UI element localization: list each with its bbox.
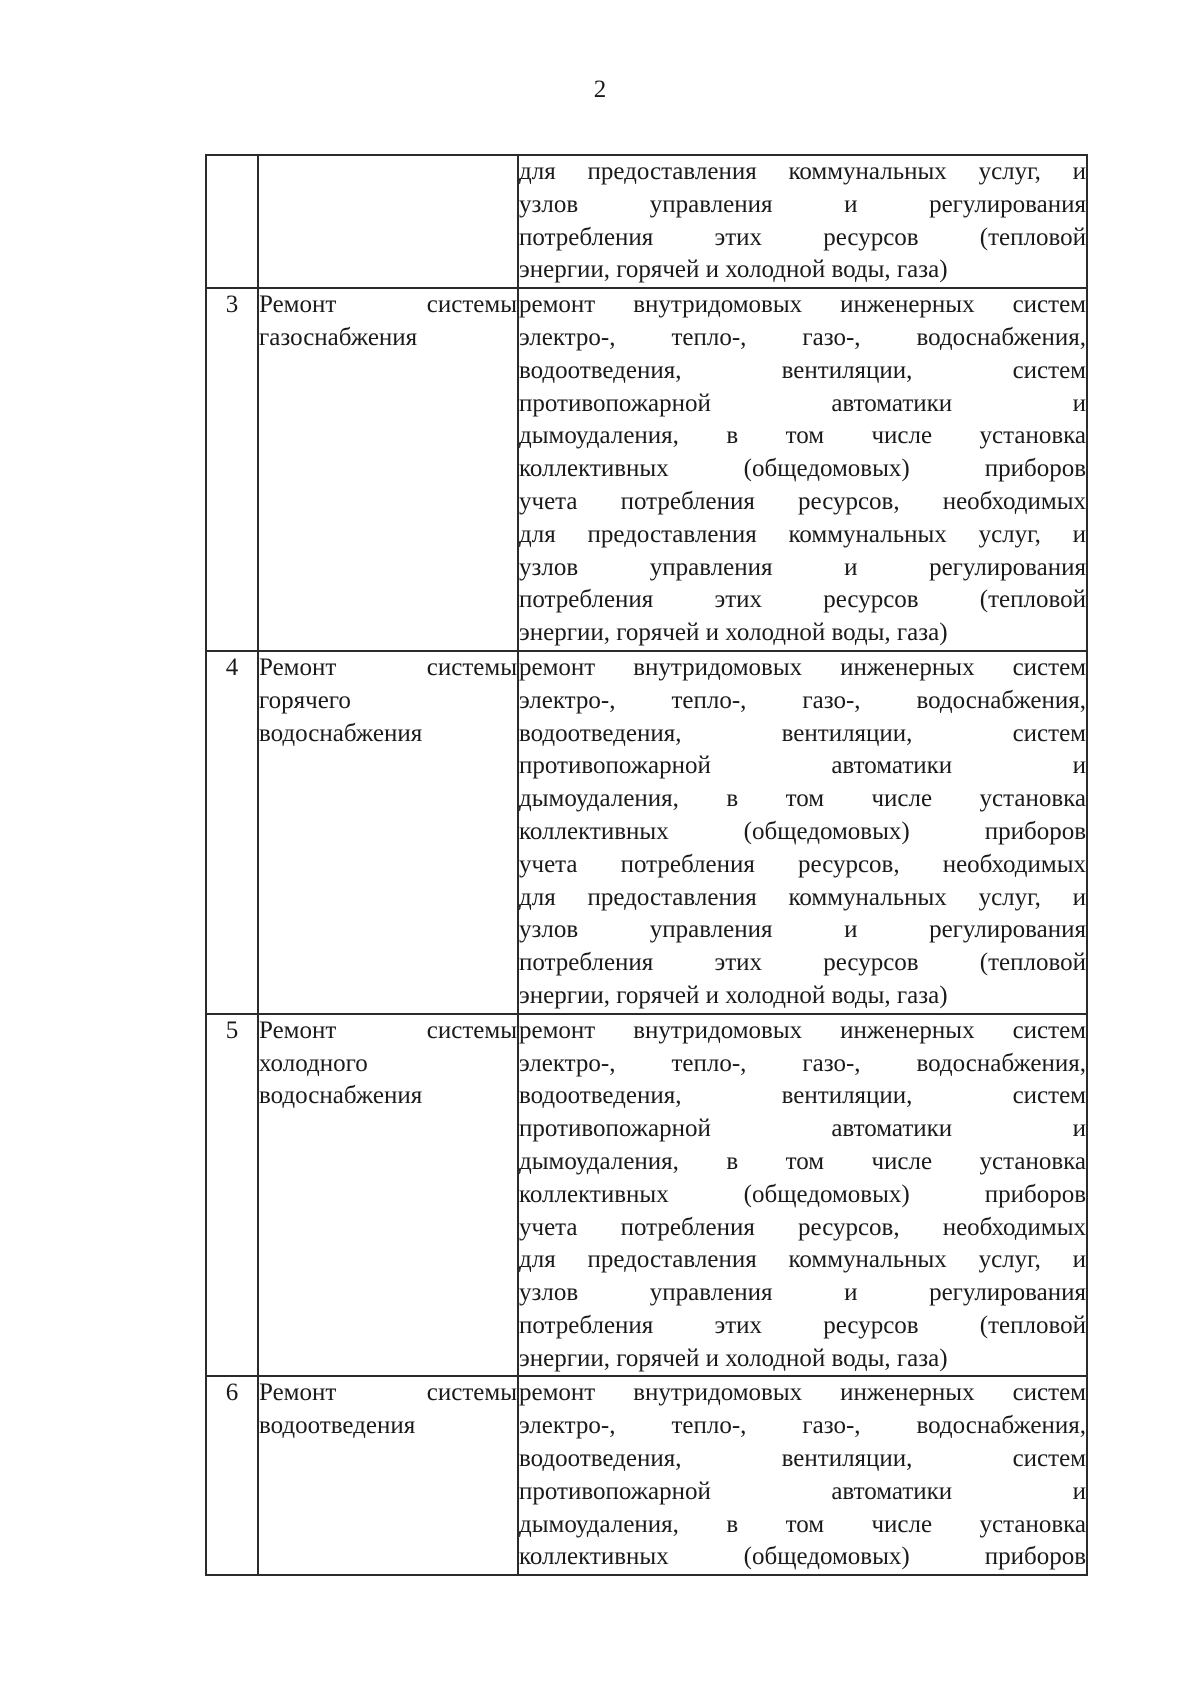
table-row xyxy=(206,155,1087,288)
work-description-line: энергии, горячей и холодной воды, газа) xyxy=(519,256,948,284)
work-description-line: потребления этих ресурсов (тепловой xyxy=(519,223,1086,251)
work-description-line: потребления этих ресурсов (тепловой xyxy=(519,949,1086,977)
row-number-cell: 6 xyxy=(206,1376,258,1575)
work-description-line: узлов управления и регулирования xyxy=(519,1279,1086,1307)
work-description-line: ремонт внутридомовых инженерных систем xyxy=(519,1379,1086,1407)
work-description-line: энергии, горячей и холодной воды, газа) xyxy=(519,619,948,647)
row-number-cell xyxy=(206,155,258,288)
work-description-line: для предоставления коммунальных услуг, и xyxy=(519,158,1086,185)
row-number-cell: 5 xyxy=(206,1014,258,1377)
work-name-line: Ремонт системы xyxy=(259,291,517,319)
work-description-line: противопожарной автоматики и xyxy=(519,389,1086,417)
works-table xyxy=(205,154,1088,1576)
work-description-cell xyxy=(518,1014,1087,1377)
work-description-line: узлов управления и регулирования xyxy=(519,916,1086,944)
work-description-line: ремонт внутридомовых инженерных систем xyxy=(519,653,1086,681)
work-description-line: противопожарной автоматики и xyxy=(519,1477,1086,1505)
work-name-cell xyxy=(258,288,518,651)
work-description-line: дымоудаления, в том числе установка xyxy=(519,785,1086,813)
work-description-cell xyxy=(518,1376,1087,1575)
work-description-line: потребления этих ресурсов (тепловой xyxy=(519,1311,1086,1339)
work-description-line: ремонт внутридомовых инженерных систем xyxy=(519,291,1086,319)
table-row xyxy=(206,288,1087,651)
work-description-line: коллективных (общедомовых) приборов xyxy=(519,1543,1086,1571)
work-description-cell xyxy=(518,651,1087,1014)
work-description-line: коллективных (общедомовых) приборов xyxy=(519,1180,1086,1208)
work-description-line: для предоставления коммунальных услуг, и xyxy=(519,1246,1086,1274)
work-description-line: учета потребления ресурсов, необходимых xyxy=(519,850,1086,878)
row-number-cell: 3 xyxy=(206,288,258,651)
work-description-line: дымоудаления, в том числе установка xyxy=(519,422,1086,450)
work-name-line: Ремонт системы xyxy=(259,653,517,681)
work-description-line: противопожарной автоматики и xyxy=(519,752,1086,780)
page-number: 2 xyxy=(593,76,607,103)
work-description-line: электро-, тепло-, газо-, водоснабжения, xyxy=(519,686,1086,714)
work-description-line: потребления этих ресурсов (тепловой xyxy=(519,586,1086,614)
work-description-line: водоотведения, вентиляции, систем xyxy=(519,1445,1086,1473)
work-name-line: Ремонт системы xyxy=(259,1016,517,1044)
work-name-line: водоснабжения xyxy=(259,1082,423,1110)
work-description-cell xyxy=(518,155,1087,288)
work-description-cell xyxy=(518,288,1087,651)
work-description-line: электро-, тепло-, газо-, водоснабжения, xyxy=(519,323,1086,351)
table-row xyxy=(206,651,1087,1014)
row-number-cell: 4 xyxy=(206,651,258,1014)
work-description-line: энергии, горячей и холодной воды, газа) xyxy=(519,1344,948,1372)
work-name-line: горячего xyxy=(259,686,351,714)
work-description-line: учета потребления ресурсов, необходимых xyxy=(519,487,1086,515)
work-name-line: водоотведения xyxy=(259,1412,416,1440)
work-name-cell xyxy=(258,1014,518,1377)
work-description-line: коллективных (общедомовых) приборов xyxy=(519,817,1086,845)
work-name-line: водоснабжения xyxy=(259,719,423,747)
work-description-line: ремонт внутридомовых инженерных систем xyxy=(519,1016,1086,1044)
table-row xyxy=(206,1014,1087,1377)
work-name-cell xyxy=(258,1376,518,1575)
work-name-cell xyxy=(258,651,518,1014)
table-row xyxy=(206,1376,1087,1575)
work-description-line: водоотведения, вентиляции, систем xyxy=(519,719,1086,747)
work-description-line: для предоставления коммунальных услуг, и xyxy=(519,883,1086,911)
work-description-line: учета потребления ресурсов, необходимых xyxy=(519,1213,1086,1241)
works-table-body xyxy=(206,155,1087,1575)
work-description-line: энергии, горячей и холодной воды, газа) xyxy=(519,981,948,1009)
work-name-cell xyxy=(258,155,518,288)
work-description-line: дымоудаления, в том числе установка xyxy=(519,1510,1086,1538)
work-description-line: дымоудаления, в том числе установка xyxy=(519,1147,1086,1175)
work-description-line: противопожарной автоматики и xyxy=(519,1115,1086,1143)
work-description-line: узлов управления и регулирования xyxy=(519,190,1086,218)
work-name-line: холодного xyxy=(259,1049,368,1077)
work-description-line: водоотведения, вентиляции, систем xyxy=(519,1082,1086,1110)
work-description-line: электро-, тепло-, газо-, водоснабжения, xyxy=(519,1049,1086,1077)
work-description-line: электро-, тепло-, газо-, водоснабжения, xyxy=(519,1412,1086,1440)
work-name-line: газоснабжения xyxy=(259,323,418,351)
work-description-line: узлов управления и регулирования xyxy=(519,553,1086,581)
work-description-line: для предоставления коммунальных услуг, и xyxy=(519,520,1086,548)
work-name-line: Ремонт системы xyxy=(259,1379,517,1407)
work-description-line: водоотведения, вентиляции, систем xyxy=(519,356,1086,384)
work-description-line: коллективных (общедомовых) приборов xyxy=(519,455,1086,483)
